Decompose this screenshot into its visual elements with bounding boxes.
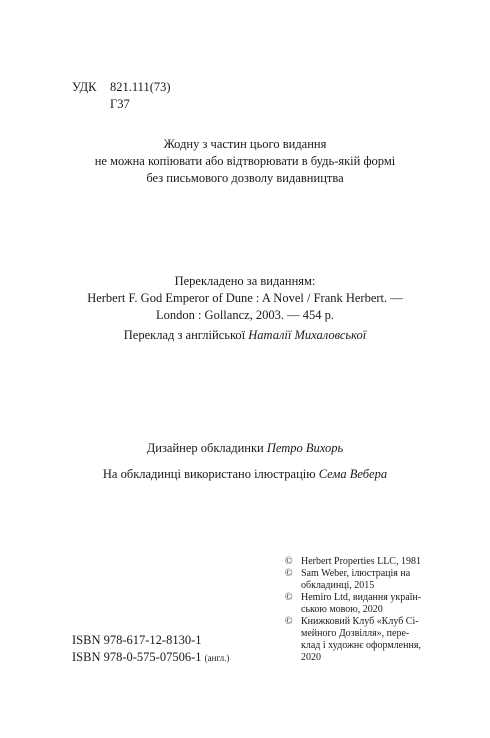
notice-line: Жодну з частин цього видання <box>163 137 327 151</box>
copyright-entry <box>285 592 450 616</box>
illustration-prefix: На обкладинці використано ілюстрацію <box>102 467 319 481</box>
copyright-holders <box>285 556 450 664</box>
udk-code: 821.111(73) <box>110 80 171 94</box>
designer-prefix: Дизайнер обкладинки <box>146 441 267 455</box>
author-mark: Г37 <box>110 97 130 111</box>
translator-line <box>0 327 490 344</box>
copyright-symbol: © <box>285 568 293 579</box>
source-edition <box>0 273 490 324</box>
copyright-text <box>301 616 450 664</box>
udk-label: УДК <box>72 80 97 94</box>
copyright-line: Herbert Properties LLC, 1981 <box>301 556 421 567</box>
copyright-line: ською мовою, 2020 <box>301 604 383 615</box>
copyright-line: Hemiro Ltd, видання україн- <box>301 592 422 603</box>
copyright-text <box>301 592 450 616</box>
copyright-line: 2020 <box>301 652 321 663</box>
translator-prefix: Переклад з англійської <box>123 328 249 342</box>
notice-line: не можна копіювати або відтворювати в будь-якій формі <box>94 154 396 168</box>
designer-name: Петро Вихорь <box>266 441 344 455</box>
isbn-english-note: (англ.) <box>204 653 230 663</box>
isbn-english: ISBN 978-0-575-07506-1 <box>72 650 202 664</box>
designer-line <box>0 440 490 457</box>
copyright-line: мейного Дозвілля», пере- <box>301 628 410 639</box>
translator-credit <box>0 327 490 344</box>
isbn-ukrainian: ISBN 978-617-12-8130-1 <box>72 633 202 647</box>
copyright-text <box>301 556 450 568</box>
illustration-credit <box>0 466 490 483</box>
source-line: Herbert F. God Emperor of Dune : A Novel / Frank Herbert. — <box>87 291 403 305</box>
copyright-text <box>301 568 450 592</box>
source-line: Перекладено за виданням: <box>174 274 316 288</box>
copyright-line: Книжковий Клуб «Клуб Сі- <box>301 616 419 627</box>
notice-line: без письмового дозволу видавництва <box>146 171 344 185</box>
copyright-entry <box>285 556 450 568</box>
udk-row <box>72 79 171 96</box>
illustrator-name: Сема Вебера <box>318 467 388 481</box>
copyright-entry <box>285 568 450 592</box>
source-line: London : Gollancz, 2003. — 454 p. <box>155 308 335 322</box>
copyright-symbol: © <box>285 616 293 627</box>
copyright-symbol: © <box>285 556 293 567</box>
copyright-line: обкладинці, 2015 <box>301 580 375 591</box>
illustration-line <box>0 466 490 483</box>
copyright-line: клад і художнє оформлення, <box>301 640 421 651</box>
copyright-line: Sam Weber, ілюстрація на <box>301 568 411 579</box>
isbn-english-row <box>72 649 229 667</box>
designer-credit <box>0 440 490 457</box>
copyright-notice <box>0 136 490 187</box>
translator-name: Наталії Михаловської <box>248 328 367 342</box>
isbn-block <box>72 632 229 667</box>
udk-block <box>72 79 171 113</box>
copyright-symbol: © <box>285 592 293 603</box>
copyright-entry <box>285 616 450 664</box>
